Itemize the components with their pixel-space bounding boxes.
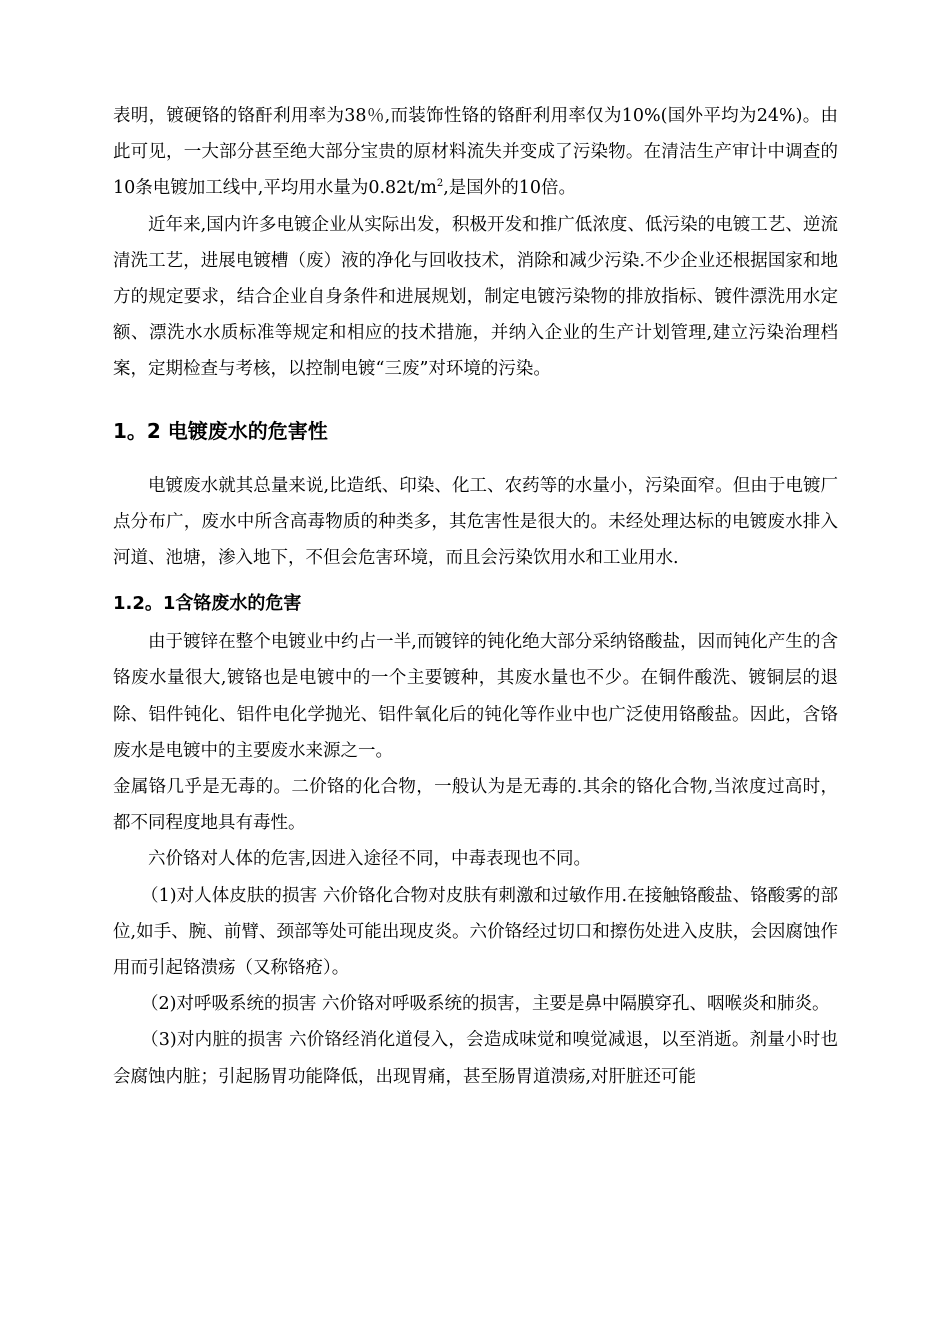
paragraph-7: （1)对人体皮肤的损害 六价铬化合物对皮肤有刺激和过敏作用.在接触铬酸盐、铬酸雾的部位,如手、腕、前臂、颈部等处可能出现皮炎。六价铬经过切口和擦伤处进入皮肤，会因腐蚀作用而引起铬溃疡（又称铬疮）。	[113, 885, 838, 979]
paragraph-4: 由于镀锌在整个电镀业中约占一半,而镀锌的钝化绝大部分采纳铬酸盐，因而钝化产生的含铬废水量很大,镀铬也是电镀中的一个主要镀种，其废水量也不少。在铜件酸洗、镀铜层的退除、铝件钝化、铝件电化学抛光、铝件氧化后的钝化等作业中也广泛使用铬酸盐。因此，含铬废水是电镀中的主要废水来源之一。	[113, 632, 838, 761]
paragraph-1-tail: ,是国外的10倍。	[443, 178, 577, 199]
paragraph-1	[113, 98, 838, 207]
section-heading-1-2: 1。2 电镀废水的危害性	[113, 418, 328, 443]
paragraph-6: 六价铬对人体的危害,因进入途径不同，中毒表现也不同。	[148, 849, 592, 870]
paragraph-8: （2)对呼吸系统的损害 六价铬对呼吸系统的损害，主要是鼻中隔膜穿孔、咽喉炎和肺炎。	[141, 994, 830, 1015]
document-page	[113, 98, 838, 1095]
paragraph-3: 电镀废水就其总量来说,比造纸、印染、化工、农药等的水量小，污染面窄。但由于电镀厂点分布广，废水中所含高毒物质的种类多，其危害性是很大的。未经处理达标的电镀废水排入河道、池塘，渗入地下，不但会危害环境，而且会污染饮用水和工业用水.	[113, 475, 838, 569]
paragraph-1-text: 表明，镀硬铬的铬酐利用率为38％,而装饰性铬的铬酐利用率仅为10%(国外平均为24%)。由此可见，一大部分甚至绝大部分宝贵的原材料流失并变成了污染物。在清洁生产审计中调查的10条电镀加工线中,平均用水量为0.82t/m	[113, 106, 838, 199]
paragraph-2: 近年来,国内许多电镀企业从实际出发，积极开发和推广低浓度、低污染的电镀工艺、逆流清洗工艺，进展电镀槽（废）液的净化与回收技术，消除和减少污染.不少企业还根据国家和地方的规定要求，结合企业自身条件和进展规划，制定电镀污染物的排放指标、镀件漂洗用水定额、漂洗水水质标准等规定和相应的技术措施，并纳入企业的生产计划管理,建立污染治理档案，定期检查与考核，以控制电镀“三废”对环境的污染。	[113, 214, 838, 380]
superscript-2: 2	[436, 178, 444, 190]
paragraph-5: 金属铬几乎是无毒的。二价铬的化合物，一般认为是无毒的.其余的铬化合物,当浓度过高时，都不同程度地具有毒性。	[113, 777, 838, 834]
paragraph-9: （3)对内脏的损害 六价铬经消化道侵入，会造成味觉和嗅觉减退，以至消逝。剂量小时也会腐蚀内脏；引起肠胃功能降低，出现胃痛，甚至肠胃道溃疡,对肝脏还可能	[113, 1030, 838, 1087]
section-heading-1-2-1: 1.2。1含铬废水的危害	[113, 593, 302, 615]
